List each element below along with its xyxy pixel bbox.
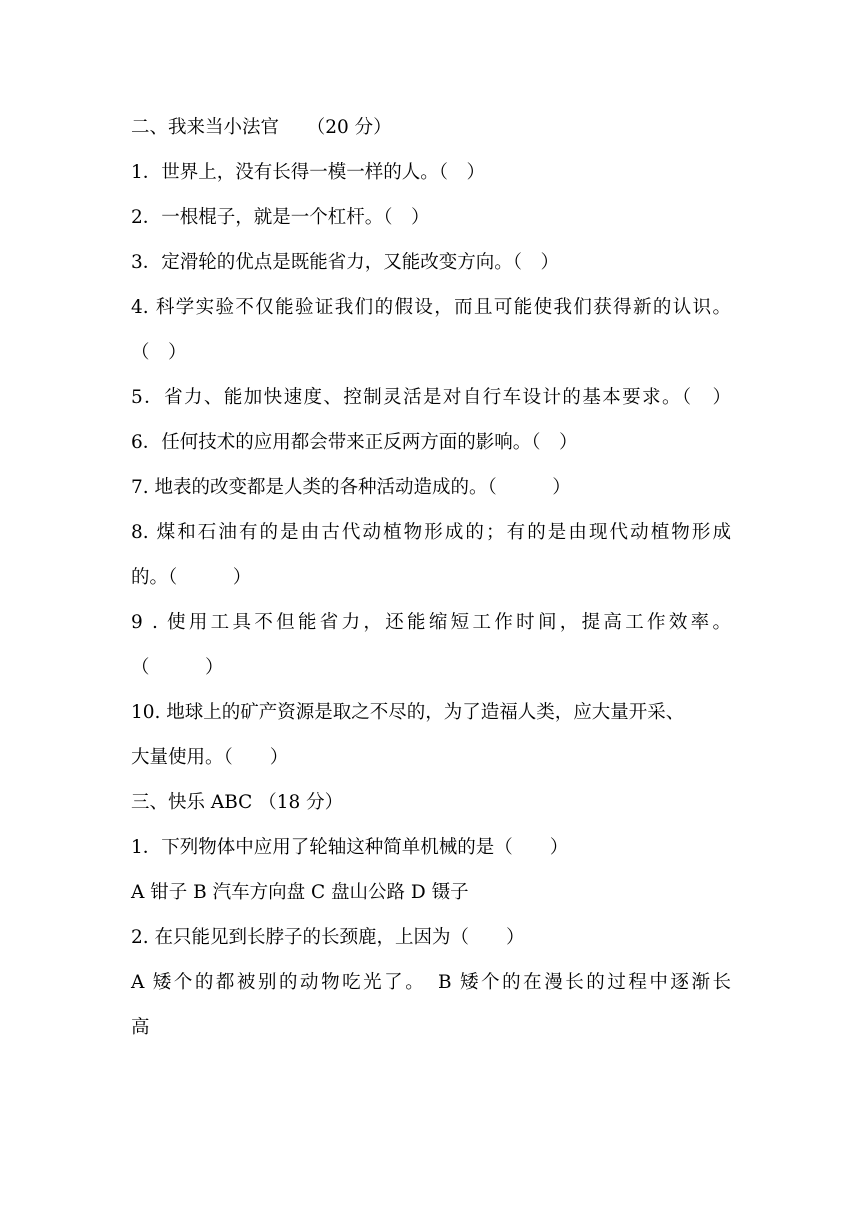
question-2-4: 4. 科学实验不仅能验证我们的假设，而且可能使我们获得新的认识。 bbox=[131, 297, 731, 318]
question-2-10: 10. 地球上的矿产资源是取之不尽的，为了造福人类，应大量开采、 bbox=[131, 702, 685, 723]
question-2-7: 7. 地表的改变都是人类的各种活动造成的。（ ） bbox=[131, 477, 571, 498]
question-2-2: 2．一根棍子，就是一个杠杆。（ ） bbox=[131, 207, 430, 228]
question-2-6: 6．任何技术的应用都会带来正反两方面的影响。（ ） bbox=[131, 432, 578, 453]
section-three-heading: 三、快乐 ABC （18 分） bbox=[131, 792, 344, 813]
question-2-5: 5．省力、能加快速度、控制灵活是对自行车设计的基本要求。（ ） bbox=[131, 387, 731, 408]
question-3-1-options: A 钳子 B 汽车方向盘 C 盘山公路 D 镊子 bbox=[131, 882, 469, 903]
question-2-1: 1．世界上，没有长得一模一样的人。（ ） bbox=[131, 162, 486, 183]
question-3-1: 1．下列物体中应用了轮轴这种简单机械的是（ ） bbox=[131, 837, 569, 858]
question-2-9: 9 . 使用工具不但能省力，还能缩短工作时间，提高工作效率。 bbox=[131, 612, 731, 633]
question-2-9-answer: （ ） bbox=[131, 657, 224, 678]
question-3-2: 2. 在只能见到长脖子的长颈鹿，上因为（ ） bbox=[131, 927, 525, 948]
question-3-2-options: A 矮个的都被别的动物吃光了。 B 矮个的在漫长的过程中逐渐长 bbox=[131, 972, 731, 993]
question-2-10-continued: 大量使用。（ ） bbox=[131, 747, 289, 768]
question-2-3: 3．定滑轮的优点是既能省力，又能改变方向。（ ） bbox=[131, 252, 560, 273]
section-two-heading: 二、我来当小法官 （20 分） bbox=[131, 117, 392, 138]
question-2-4-answer: （ ） bbox=[131, 342, 187, 363]
question-2-8-continued: 的。（ ） bbox=[131, 567, 252, 588]
question-2-8: 8. 煤和石油有的是由古代动植物形成的；有的是由现代动植物形成 bbox=[131, 522, 731, 543]
question-3-2-options-continued: 高 bbox=[131, 1017, 150, 1038]
